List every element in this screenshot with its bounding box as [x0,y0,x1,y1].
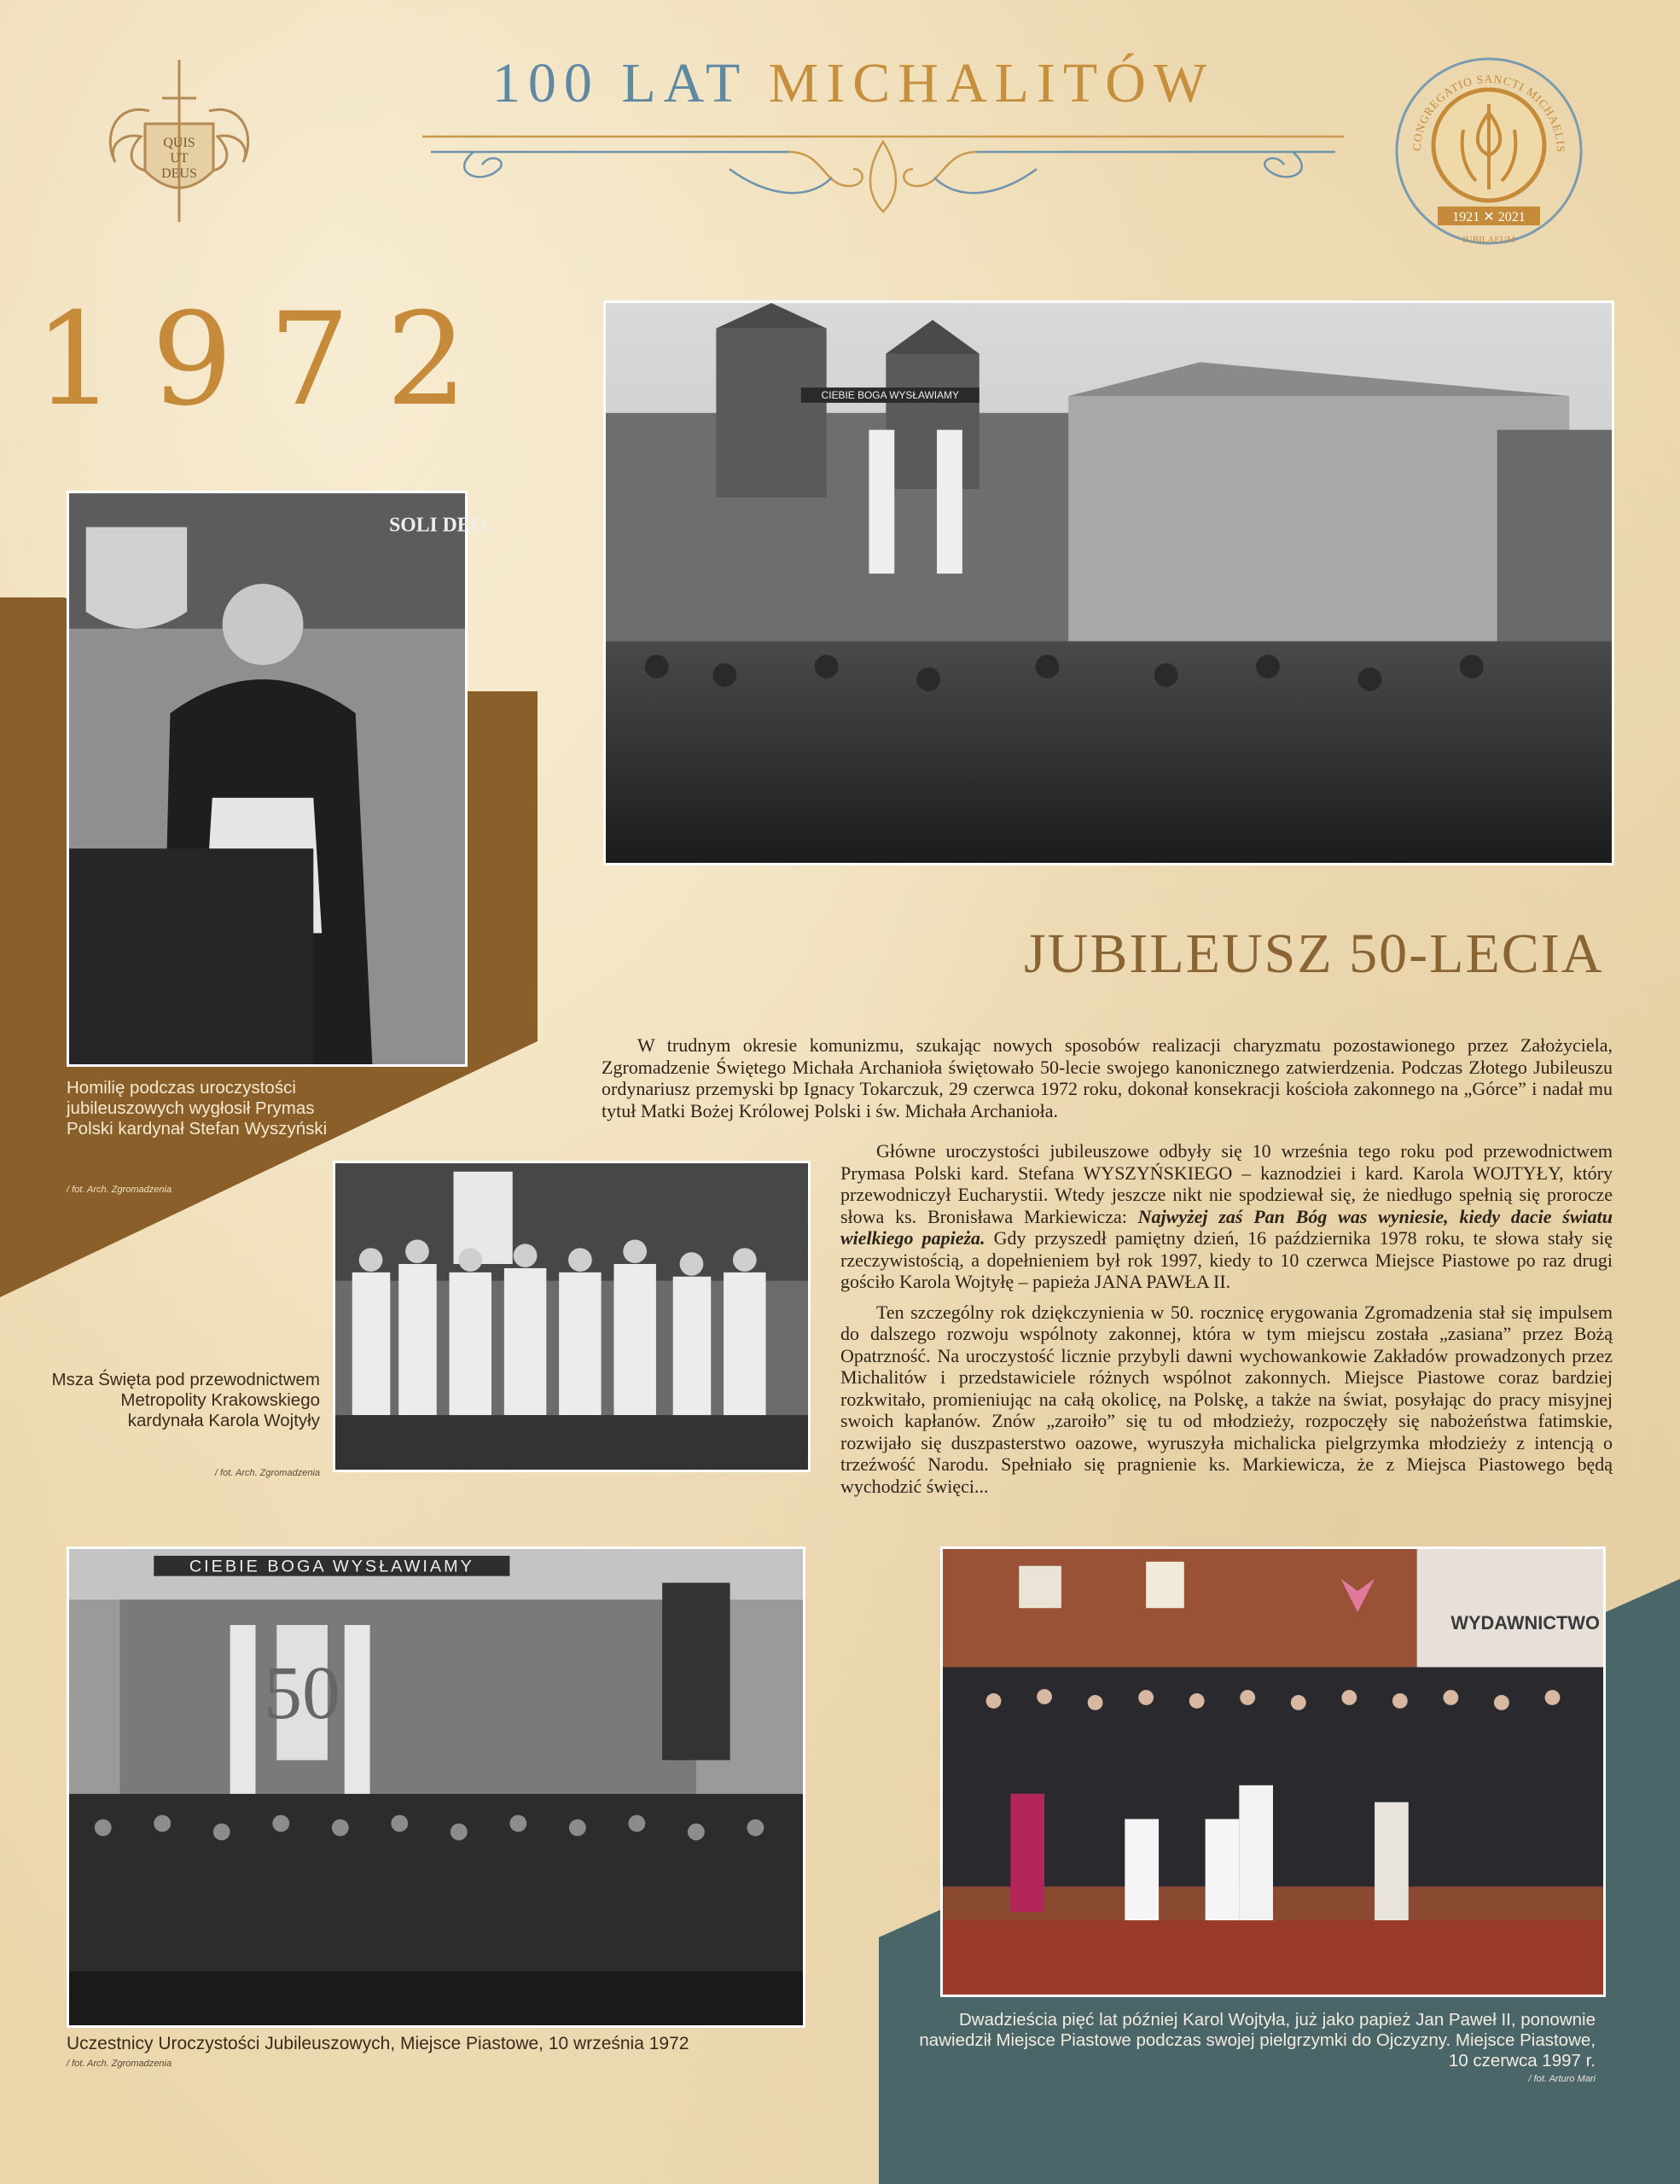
caption-participants: Uczestnicy Uroczystości Jubileuszowych, Miejsce Piastowe, 10 września 1972 [67,2034,689,2053]
group-photo-banner: CIEBIE BOGA WYSŁAWIAMY [189,1557,474,1576]
jubilee-participants-photo [67,1546,805,2028]
wall-inscription: SOLI DEO [389,514,487,537]
title-number: 100 LAT [491,52,747,114]
logo-word-1: QUIS [163,136,195,150]
title-word: MICHALITÓW [768,52,1215,114]
jubilee-seal-logo [1391,53,1587,249]
caption-wyszynski: Homilię podczas uroczystości jubileuszowych wygłosił Prymas Polski kardynał Stefan Wyszyński [67,1078,328,1139]
seal-arc-text: CONGREGATIO SANCTI MICHAELIS [1410,72,1568,154]
credit-wyszynski: / fot. Arch. Zgromadzenia [67,1185,172,1195]
logo-word-2: UT [170,151,189,166]
credit-mass: / fot. Arch. Zgromadzenia [214,1468,320,1478]
credit-participants: / fot. Arch. Zgromadzenia [67,2059,172,2069]
article-text-2b: Gdy przyszedł pamiętny dzień, 16 października 1978 roku, te słowa stały się rzeczywistością, a dopełnieniem był rok 1997, kiedy to 10 czerwca Miejsce Piastowe po raz drugi gościło Karola Wojtyłę – papieża JANA PAWŁA II. [840,1227,1613,1292]
cardinal-wyszynski-photo [67,491,487,1067]
photo-banner-text: CIEBIE BOGA WYSŁAWIAMY [821,388,959,401]
article-paragraph-3: Ten szczególny rok dziękczynienia w 50. rocznicę erygowania Zgromadzenia stał się impulsem do dalszego rozwoju wspólnoty zakonnej, która w tym miejscu została „zasiana” przez Bożą Opatrzność. Na uroczystość licznie przybyli dawni wychowankowie Zakładów prowadzonych przez Michalitów i przedstawiciele różnych wspólnot zakonnych. Miejsce Piastowe coraz bardziej rozkwitało, promieniując na całą okolicę, na Polskę, a także na świat, posyłając do pracy misyjnej swoich kapłanów. Znów „zaroiło” się tu od młodzieży, rozpoczęły się nabożeństwa fatimskie, rozwijało się duszpasterstwo oazowe, wyruszyła michalicka pielgrzymka młodzieży z intencją o trzeźwość Narodu. Spełniało się pragnienie ks. Markiewicza, że z Miejsca Piastowego będą wychodzić święci... [840,1301,1613,1497]
logo-word-3: DEUS [161,166,197,181]
article-text-2a: Główne uroczystości jubileuszowe odbyły się 10 września tego roku pod przewodnictwem Prymasa Polski kard. Stefana WYSZYŃSKIEGO – kaznodziei i kard. Karola WOJTYŁY, który przewodniczył Eucharystii. Wtedy jeszcze nikt nie spodziewał się, że niedługo spełnią się prorocze słowa ks. Bronisława Markiewicza: [840,1140,1613,1227]
seal-jubilaeum: IUBILAEUM [1462,235,1515,245]
article-paragraph-2 [840,1140,1613,1293]
quis-ut-deus-logo [90,51,269,230]
credit-pope-visit: / fot. Arturo Mari [1528,2074,1596,2084]
year-heading: 1972 [34,286,503,434]
wydawnictwo-sign: WYDAWNICTWO [1450,1611,1600,1634]
section-heading: JUBILEUSZ 50-LECIA [1024,923,1604,985]
church-crowd-photo [603,300,1614,865]
seal-years: 1921 ✕ 2021 [1452,210,1526,224]
page-title [375,51,1331,116]
title-ornament [422,126,1344,220]
caption-mass: Msza Święta pod przewodnictwem Metropolity Krakowskiego kardynała Karola Wojtyły [51,1370,320,1430]
article-paragraph-1 [602,1034,1613,1130]
article-text-1: W trudnym okresie komunizmu, szukając nowych sposobów realizacji charyzmatu pozostawionego przez Założyciela, Zgromadzenie Świętego Michała Archanioła świętowało 50-lecie swojego kanonicznego zatwierdzenia. Podczas Złotego Jubileuszu ordynariusz przemyski bp Ignacy Tokarczuk, 29 czerwca 1972 roku, dokonał konsekracji kościoła zakonnego na „Górce” i nadał mu tytuł Matki Bożej Królowej Polski i św. Michała Archanioła. [602,1034,1613,1121]
pope-visit-1997-photo [940,1546,1606,1997]
fifty-banner-number: 50 [264,1651,340,1735]
holy-mass-photo [333,1161,811,1472]
prophecy-quote: Najwyżej zaś Pan Bóg was wyniesie, kiedy dacie światu wielkiego papieża. [840,1205,1613,1249]
article-column [840,1140,1613,1506]
caption-pope-visit: Dwadzieścia pięć lat później Karol Wojtyła, już jako papież Jan Paweł II, ponownie nawiedził Miejsce Piastowe podczas swojej pielgrzymki do Ojczyzny. Miejsce Piastowe, 10 czerwca 1997 r. [919,2010,1596,2070]
